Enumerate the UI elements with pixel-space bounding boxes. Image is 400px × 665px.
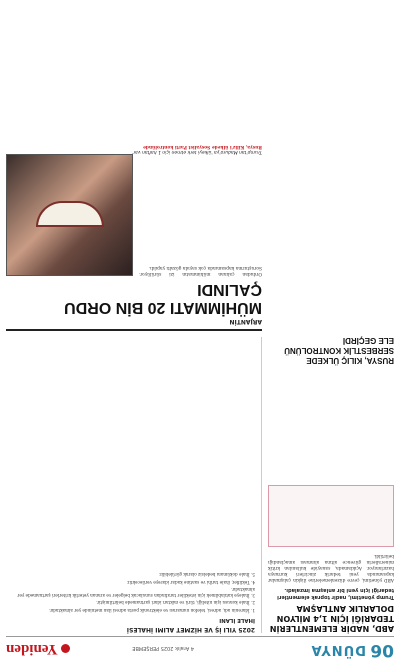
brand-logo xyxy=(6,639,70,659)
feature-body: Ordudan çalınan mühimmatın izi sürülüyor. Soruşturma kapsamında çok sayıda gözaltı yapıldı. xyxy=(139,265,262,276)
feature-highlight: Rusya, Kiliz'i ülkede Sosyalist Parti kontrolünde xyxy=(143,144,262,149)
tender-title: 2025 YILI İŞ VE HİZMET ALIMI İHALESİ xyxy=(126,626,255,633)
advert-box xyxy=(268,485,394,547)
tender-notice xyxy=(6,337,262,633)
logo-dot-icon xyxy=(61,644,70,653)
bottom-left-story xyxy=(268,335,394,365)
tender-paragraph: 5. İhale dokümanı bedelsiz olarak görülebilir. xyxy=(158,572,255,578)
section-title: DÜNYA xyxy=(310,642,366,657)
tender-subtitle: İHALE İLANI xyxy=(219,617,255,623)
masthead xyxy=(6,636,394,661)
brand-name: Yeniden xyxy=(6,641,58,657)
photo-subject xyxy=(36,201,104,227)
tender-paragraph: 4. Teklifler, ihale tarihi ve saatine kadar idareye verilecektir. xyxy=(126,579,255,585)
feature-headline: MÜHİMMATI 20 BİN ORDU ÇALINDI xyxy=(64,281,262,316)
left-headline: ABD, NADİR ELEMENTLERİN TEDARİĞİ İÇİN 1,4 MİLYON DOLARLIK ANTLAŞMA xyxy=(269,604,394,633)
tender-paragraph: 2. İhale konusu işin niteliği, türü ve miktarı idari şartnamede belirtilmiştir. xyxy=(96,600,255,606)
page-number: 06 xyxy=(370,640,394,660)
dateline: 4 Aralık 2025 PERŞEMBE xyxy=(132,645,194,651)
photo-caption: Trump'tan Maduro'ya 'ülkeyi terk etmen için 1 haftan var' xyxy=(132,149,262,154)
feature-photo xyxy=(6,154,133,276)
left-lede: Trump yönetimi, nadir toprak elementleri tedariği için yeni bir anlaşma imzaladı. xyxy=(277,587,394,600)
tender-paragraph: 3. İhaleye katılabilmek için istekliler tarafından sunulacak belgeler ve aranan yeterlik kriterleri şartnamede yer almaktadır. xyxy=(17,587,255,598)
bottom-left-headline: RUSYA, KILIÇ ÜLKEDE SERBESTLİK KONTROLÜNÜ ELE GEÇİRDİ xyxy=(284,336,394,365)
feature-story xyxy=(6,6,262,331)
left-column xyxy=(268,6,394,633)
left-body: ABD yönetimi, çevre düzenlemelerine ilişkin çalışmalar kapsamında yeni tedarik zincirleri kurmaya hazırlanıyor. Açıklamada, sanayide kullanılan kritik minerallerin güvence altına alınması amaçlandığı belirtildi. xyxy=(268,553,394,582)
feature-kicker: ARJANTİN xyxy=(229,318,262,325)
tender-paragraph: 1. İdarenin adı, adresi, telefon numarası ve elektronik posta adresi ilan metninde yer almaktadır. xyxy=(48,608,255,613)
